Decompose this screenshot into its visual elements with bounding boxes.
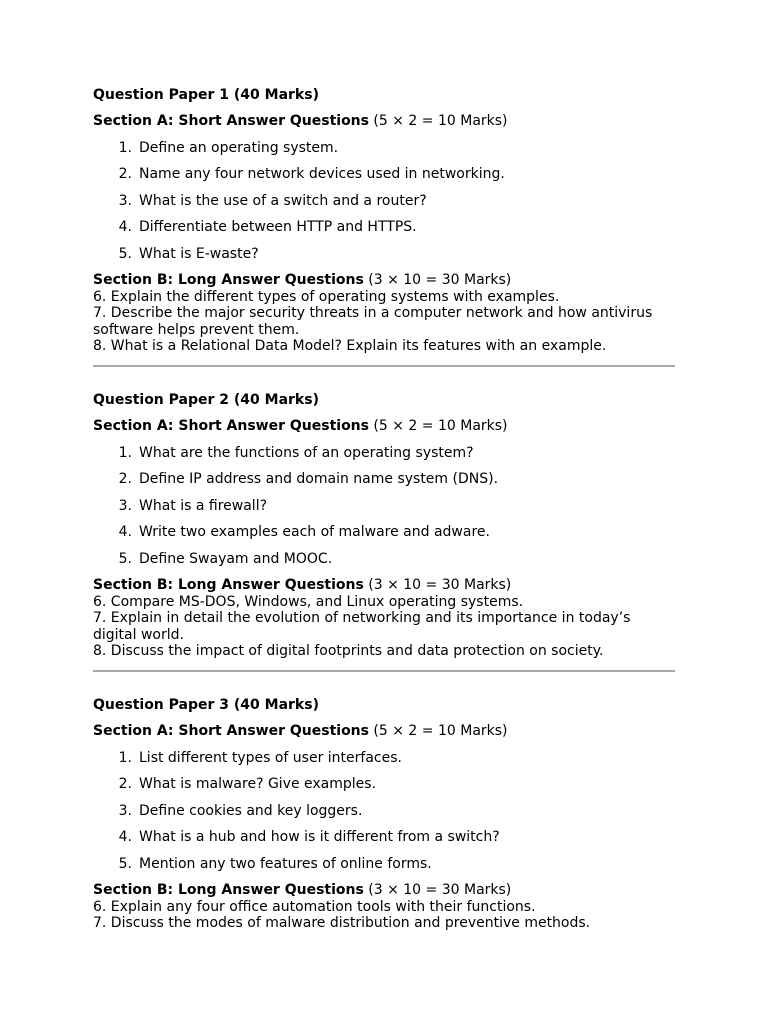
short-question xyxy=(93,856,675,873)
section-b-heading xyxy=(93,882,675,899)
long-question: 6. Compare MS-DOS, Windows, and Linux operating systems. xyxy=(93,593,524,610)
long-question-list xyxy=(93,594,675,660)
section-b-title: Section B: Long Answer Questions xyxy=(93,271,364,288)
question-number: 5. xyxy=(118,855,132,872)
question-number: 3. xyxy=(118,497,132,514)
question-text: List different types of user interfaces. xyxy=(139,749,402,766)
question-text: What is malware? Give examples. xyxy=(139,776,377,793)
section-a-heading xyxy=(93,113,675,130)
short-question xyxy=(93,776,675,793)
section-b-marks: (3 × 10 = 30 Marks) xyxy=(363,576,512,593)
section-a-heading xyxy=(93,723,675,740)
short-question xyxy=(93,246,675,263)
long-question: 8. What is a Relational Data Model? Explain its features with an example. xyxy=(93,338,607,355)
short-question xyxy=(93,524,675,541)
short-question-list xyxy=(93,750,675,873)
short-question xyxy=(93,445,675,462)
section-a-title: Section A: Short Answer Questions xyxy=(93,113,369,129)
question-paper-2 xyxy=(93,392,675,660)
question-text: Mention any two features of online forms. xyxy=(139,855,432,872)
section-a-marks: (5 × 2 = 10 Marks) xyxy=(368,113,508,129)
section-b-title: Section B: Long Answer Questions xyxy=(93,881,364,898)
long-question: 6. Explain the different types of operating systems with examples. xyxy=(93,288,560,305)
question-text: Name any four network devices used in networking. xyxy=(139,166,505,183)
short-question xyxy=(93,750,675,767)
question-paper-1 xyxy=(93,87,675,355)
question-text: Write two examples each of malware and adware. xyxy=(139,524,490,541)
question-text: Define an operating system. xyxy=(139,139,339,156)
short-question xyxy=(93,140,675,157)
paper-title: Question Paper 3 (40 Marks) xyxy=(93,696,319,713)
question-number: 3. xyxy=(118,192,132,209)
question-text: Define Swayam and MOOC. xyxy=(139,550,333,567)
short-question xyxy=(93,498,675,515)
question-text: What are the functions of an operating system? xyxy=(139,444,474,461)
section-b-marks: (3 × 10 = 30 Marks) xyxy=(363,271,512,288)
short-question xyxy=(93,803,675,820)
question-text: Define cookies and key loggers. xyxy=(139,802,363,819)
long-question: 7. Describe the major security threats in a computer network and how antivirus software helps prevent them. xyxy=(93,305,653,338)
short-question xyxy=(93,193,675,210)
section-a-marks: (5 × 2 = 10 Marks) xyxy=(368,417,508,434)
paper-title: Question Paper 1 (40 Marks) xyxy=(93,87,319,103)
section-a-title: Section A: Short Answer Questions xyxy=(93,417,369,434)
question-text: Differentiate between HTTP and HTTPS. xyxy=(139,219,417,236)
question-text: What is the use of a switch and a router? xyxy=(139,192,427,209)
question-number: 5. xyxy=(118,550,132,567)
section-divider xyxy=(93,670,675,672)
question-number: 3. xyxy=(118,802,132,819)
question-number: 1. xyxy=(118,139,132,156)
short-question-list xyxy=(93,445,675,568)
long-question: 7. Explain in detail the evolution of networking and its importance in today’s digital world. xyxy=(93,610,631,643)
short-question xyxy=(93,166,675,183)
long-question-list xyxy=(93,289,675,355)
section-b-marks: (3 × 10 = 30 Marks) xyxy=(363,881,512,898)
short-question xyxy=(93,829,675,846)
question-number: 2. xyxy=(118,471,132,488)
section-divider xyxy=(93,365,675,367)
section-b-title: Section B: Long Answer Questions xyxy=(93,576,364,593)
section-b-heading xyxy=(93,577,675,594)
question-number: 5. xyxy=(118,245,132,262)
question-number: 1. xyxy=(118,749,132,766)
question-number: 2. xyxy=(118,776,132,793)
question-number: 1. xyxy=(118,444,132,461)
question-number: 4. xyxy=(118,219,132,236)
question-text: Define IP address and domain name system (DNS). xyxy=(139,471,499,488)
long-question: 7. Discuss the modes of malware distribution and preventive methods. xyxy=(93,915,591,932)
section-a-marks: (5 × 2 = 10 Marks) xyxy=(368,722,508,739)
question-number: 4. xyxy=(118,829,132,846)
short-question-list xyxy=(93,140,675,263)
section-a-title: Section A: Short Answer Questions xyxy=(93,722,369,739)
short-question xyxy=(93,551,675,568)
long-question: 8. Discuss the impact of digital footprints and data protection on society. xyxy=(93,643,604,660)
section-b-heading xyxy=(93,272,675,289)
question-number: 4. xyxy=(118,524,132,541)
long-question-list xyxy=(93,899,675,932)
question-text: What is a hub and how is it different from a switch? xyxy=(139,829,500,846)
question-paper-3 xyxy=(93,697,675,932)
section-a-heading xyxy=(93,418,675,435)
question-text: What is E-waste? xyxy=(139,245,259,262)
question-text: What is a firewall? xyxy=(139,497,268,514)
question-number: 2. xyxy=(118,166,132,183)
short-question xyxy=(93,219,675,236)
paper-title: Question Paper 2 (40 Marks) xyxy=(93,391,319,408)
long-question: 6. Explain any four office automation tools with their functions. xyxy=(93,898,536,915)
short-question xyxy=(93,471,675,488)
